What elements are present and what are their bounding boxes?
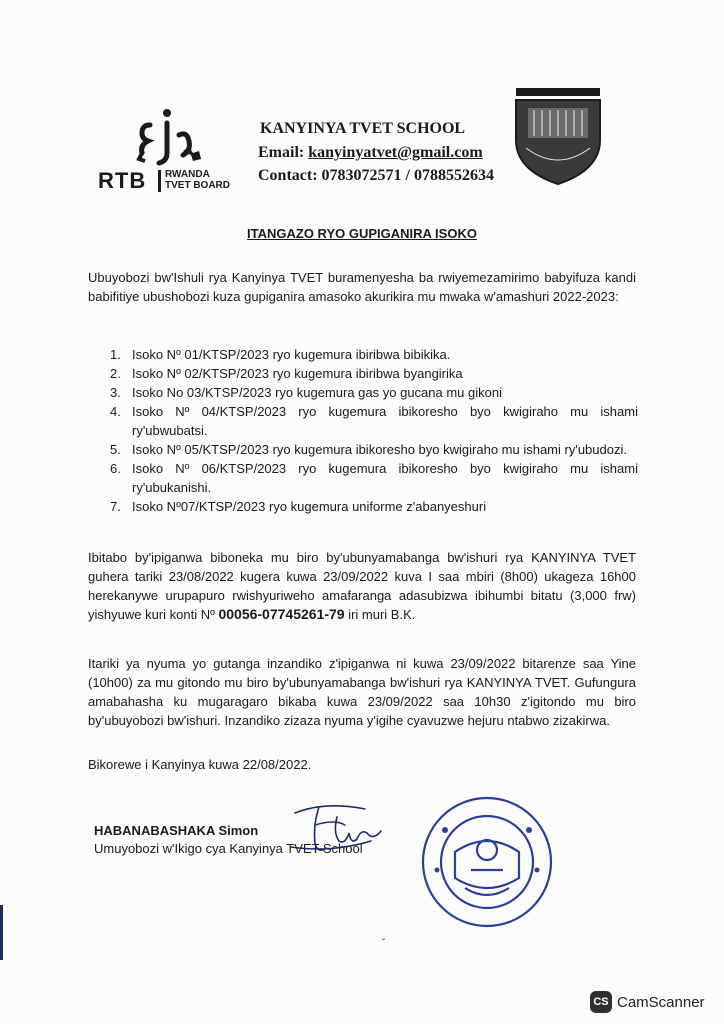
deadline-paragraph: Itariki ya nyuma yo gutanga inzandiko z'ipiganwa ni kuwa 23/09/2022 bitarenze saa Yine (10h00) za mu gitondo mu biro by'ubunyamabanga bw'ishuri rya KANYINYA TVET. Gufungura amabahasha ku mugaragaro bikaba kuwa 23/09/2022 saa 10h30 z'igitondo mu biro by'ubuyobozi bw'ishuri. Inzandiko zizaza nyuma y'igihe cyavuzwe hejuru ntabwo zizakirwa.: [88, 656, 636, 728]
list-item-number: 4.: [110, 404, 121, 419]
tender-list: [110, 345, 638, 516]
rtb-logo-line1: RWANDA: [165, 169, 210, 180]
signatory-role: Umuyobozi w'Ikigo cya Kanyinya TVET School: [94, 841, 363, 856]
rtb-logo-subtitle: [165, 169, 230, 191]
documents-text-end: iri muri B.K.: [344, 607, 416, 622]
list-item: [110, 383, 638, 402]
list-item-text: Isoko Nº 01/KTSP/2023 ryo kugemura ibiribwa bibikika.: [132, 347, 451, 362]
rtb-logo-text: RTB: [98, 168, 147, 193]
list-item-number: 7.: [110, 499, 121, 514]
list-item-text: Isoko Nº 04/KTSP/2023 ryo kugemura ibikoresho byo kwigiraho mu ishami ry'ubwubatsi.: [132, 404, 638, 438]
school-contact: Contact: 0783072571 / 0788552634: [258, 167, 494, 184]
list-item: [110, 440, 638, 459]
school-crest-icon: [508, 88, 608, 188]
list-item: [110, 402, 638, 440]
signature-icon: [285, 795, 395, 865]
list-item-number: 1.: [110, 347, 121, 362]
place-date: Bikorewe i Kanyinya kuwa 22/08/2022.: [88, 757, 312, 772]
list-item-number: 5.: [110, 442, 121, 457]
camscanner-logo-icon: CS: [590, 991, 612, 1013]
list-item-number: 2.: [110, 366, 121, 381]
email-label: Email:: [258, 144, 305, 161]
rtb-logo-divider: [158, 170, 161, 192]
list-item-number: 6.: [110, 461, 121, 476]
list-item-text: Isoko Nº 05/KTSP/2023 ryo kugemura ibikoresho byo kwigiraho mu ishami ry'ubudozi.: [132, 442, 627, 457]
documents-paragraph: [88, 548, 636, 624]
intro-paragraph: Ubuyobozi bw'Ishuli rya Kanyinya TVET buramenyesha ba rwiyemezamirimo babyifuza kandi babifitiye ubushobozi kuza gupiganira amasoko akurikira mu mwaka w'amashuri 2022-2023:: [88, 270, 636, 304]
list-item: [110, 459, 638, 497]
scan-speck: ˘: [382, 938, 386, 949]
list-item: [110, 345, 638, 364]
rtb-logo-line2: TVET BOARD: [165, 180, 230, 191]
documents-text: Ibitabo by'ipiganwa biboneka mu biro by'ubunyamabanga bw'ishuri rya KANYINYA TVET guhera tariki 23/08/2022 kugera kuwa 23/09/2022 kuva I saa mbiri (8h00) ukageza 16h00 herekanywe urupapuro rwishyuriweho amafaranga adasubizwa ibihumbi bitatu (3,000 frw) yishyuwe kuri konti Nº: [88, 550, 636, 622]
list-item-text: Isoko Nº 02/KTSP/2023 ryo kugemura ibiribwa byangirika: [132, 366, 463, 381]
school-email: [258, 144, 483, 162]
list-item-text: Isoko Nº 06/KTSP/2023 ryo kugemura ibikoresho byo kwigiraho mu ishami ry'ubukanishi.: [132, 461, 638, 495]
list-item: [110, 364, 638, 383]
school-name: KANYINYA TVET SCHOOL: [260, 120, 466, 137]
list-item-text: Isoko Nº07/KTSP/2023 ryo kugemura uniforme z'abanyeshuri: [132, 499, 487, 514]
camscanner-watermark: CamScanner: [617, 994, 705, 1011]
document-title: ITANGAZO RYO GUPIGANIRA ISOKO: [247, 226, 477, 241]
signatory-name: HABANABASHAKA Simon: [94, 823, 259, 838]
official-stamp-icon: [415, 790, 560, 930]
list-item-text: Isoko No 03/KTSP/2023 ryo kugemura gas yo gucana mu gikoni: [132, 385, 502, 400]
bank-account-number: 00056-07745261-79: [218, 606, 345, 622]
scan-edge-mark: [0, 905, 3, 960]
list-item: [110, 497, 638, 516]
email-link[interactable]: kanyinyatvet@gmail.com: [308, 144, 483, 161]
list-item-number: 3.: [110, 385, 121, 400]
